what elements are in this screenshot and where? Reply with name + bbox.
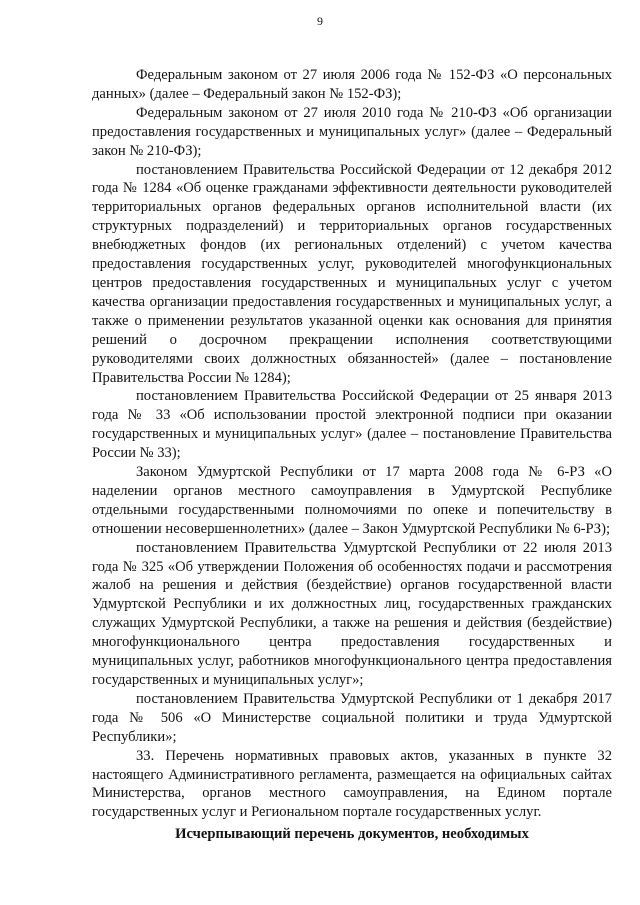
- paragraph-resolution-506: постановлением Правительства Удмуртской Республики от 1 декабря 2017 года № 506 «О Министерстве социальной политики и труда Удмуртской Республики»;: [92, 690, 612, 745]
- section-heading: Исчерпывающий перечень документов, необходимых: [175, 826, 529, 842]
- paragraph-law-6-rz: Законом Удмуртской Республики от 17 марта 2008 года № 6-РЗ «О наделении органов местного самоуправления в Удмуртской Республике отдельными государственными полномочиями по опеке и попечительству в отношении несовершеннолетних» (далее – Закон Удмуртской Республики № 6-РЗ);: [92, 464, 612, 537]
- paragraph-item-33: 33. Перечень нормативных правовых актов, указанных в пункте 32 настоящего Административного регламента, размещается на официальных сайтах Министерства, органов местного самоуправления, на Едином портале государственных услуг и Региональном портале государственных услуг.: [92, 747, 612, 821]
- paragraph-fz-152: Федеральным законом от 27 июля 2006 года № 152-ФЗ «О персональных данных» (далее – Федеральный закон № 152-ФЗ);: [92, 67, 612, 102]
- paragraph-resolution-325: постановлением Правительства Удмуртской Республики от 22 июля 2013 года № 325 «Об утверждении Положения об особенностях подачи и рассмотрения жалоб на решения и действия (бездействие) органов государственной власти Удмуртской Республики и их должностных лиц, государственных гражданских служащих Удмуртской Республики, а также на решения и действия (бездействие) многофункционального центра предоставления государственных и муниципальных услуг, работников многофункционального центра предоставления государственных и муниципальных услуг»;: [92, 539, 612, 688]
- paragraph-fz-210: Федеральным законом от 27 июля 2010 года № 210-ФЗ «Об организации предоставления государственных и муниципальных услуг» (далее – Федеральный закон № 210-ФЗ);: [92, 104, 612, 159]
- paragraph-resolution-1284: постановлением Правительства Российской Федерации от 12 декабря 2012 года № 1284 «Об оценке гражданами эффективности деятельности руководителей территориальных органов федеральных органов исполнительной власти (их структурных подразделений) и территориальных органов государственных внебюджетных фондов (их региональных отделений) с учетом качества предоставления государственных услуг, руководителей многофункциональных центров предоставления государственных и муниципальных услуг с учетом качества организации предоставления государственных и муниципальных услуг, а также о применении результатов указанной оценки как основания для принятия решений о досрочном прекращении исполнения соответствующими руководителями своих должностных обязанностей» (далее – постановление Правительства России № 1284);: [92, 161, 612, 386]
- page-number: 9: [317, 14, 323, 28]
- paragraph-resolution-33: постановлением Правительства Российской Федерации от 25 января 2013 года № 33 «Об использовании простой электронной подписи при оказании государственных и муниципальных услуг» (далее – постановление Правительства России № 33);: [92, 388, 612, 462]
- body-text: [92, 66, 612, 822]
